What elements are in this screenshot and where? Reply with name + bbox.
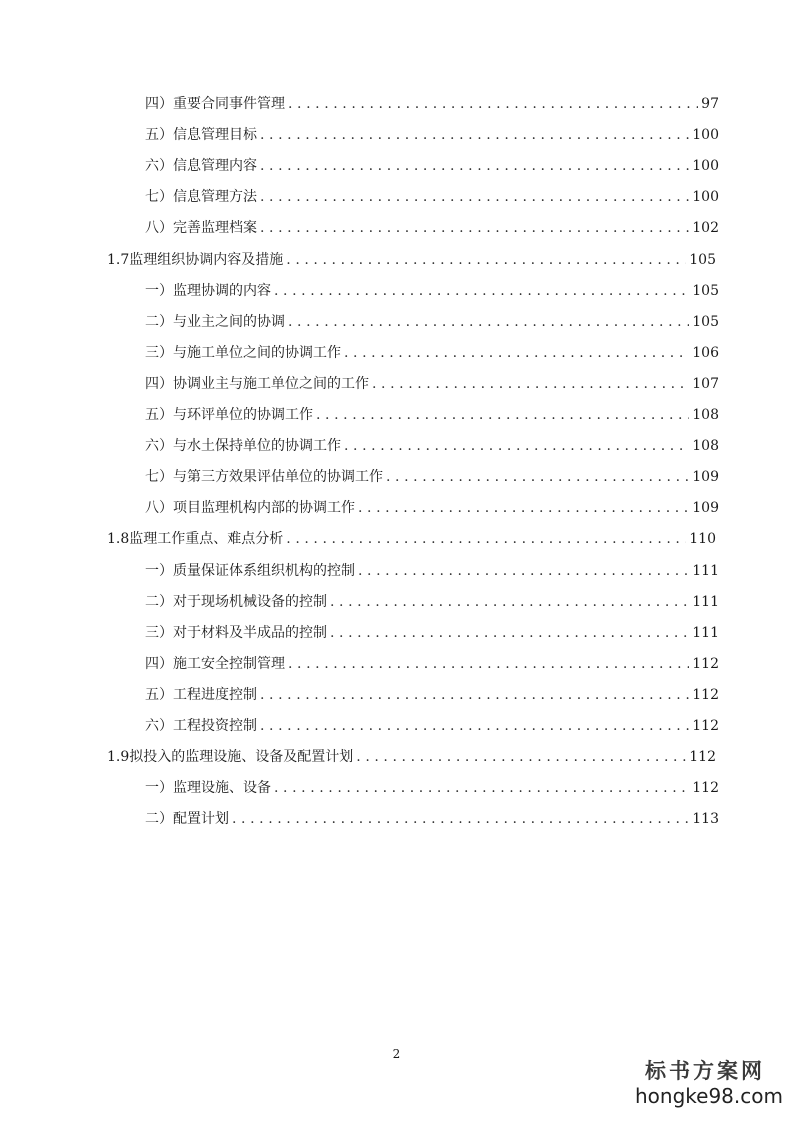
- toc-leader-dots: [260, 717, 689, 735]
- toc-entry-page: 100: [692, 127, 719, 144]
- toc-entry-page: 111: [692, 624, 719, 641]
- toc-leader-dots: [260, 188, 689, 206]
- toc-entry-page: 110: [689, 531, 716, 548]
- toc-leader-dots: [358, 499, 689, 517]
- toc-entry-label: 四）协调业主与施工单位之间的工作: [145, 375, 369, 392]
- toc-entry[interactable]: [145, 779, 719, 797]
- toc-entry-label: 五）与环评单位的协调工作: [145, 407, 313, 423]
- toc-leader-dots: [260, 219, 689, 237]
- toc-entry-label: 二）对于现场机械设备的控制: [145, 593, 327, 610]
- toc-entry-label: 1.8监理工作重点、难点分析: [107, 531, 284, 548]
- toc-entry-label: 一）质量保证体系组织机构的控制: [145, 562, 355, 579]
- toc-entry[interactable]: [145, 126, 719, 144]
- toc-entry-label: 五）信息管理目标: [145, 127, 257, 144]
- toc-section[interactable]: [107, 251, 719, 269]
- toc-entry-page: 112: [692, 780, 719, 797]
- toc-leader-dots: [386, 468, 689, 486]
- toc-leader-dots: [344, 437, 689, 455]
- toc-entry-page: 100: [692, 158, 719, 175]
- toc-leader-dots: [286, 530, 686, 548]
- toc-entry[interactable]: [145, 562, 719, 580]
- toc-leader-dots: [274, 779, 689, 797]
- toc-entry[interactable]: [145, 717, 719, 735]
- toc-entry-label: 七）信息管理方法: [145, 189, 257, 206]
- toc-entry[interactable]: [145, 499, 719, 517]
- toc-leader-dots: [274, 282, 689, 300]
- toc-leader-dots: [330, 624, 689, 642]
- toc-entry-label: 四）重要合同事件管理: [145, 96, 285, 112]
- toc-leader-dots: [232, 810, 689, 828]
- toc-entry[interactable]: [145, 686, 719, 704]
- toc-entry-page: 102: [692, 220, 719, 237]
- toc-entry[interactable]: [145, 95, 719, 113]
- toc-entry-page: 108: [692, 438, 719, 455]
- toc-entry[interactable]: [145, 375, 719, 393]
- toc-leader-dots: [260, 126, 689, 144]
- toc-entry-label: 1.7监理组织协调内容及措施: [107, 251, 284, 268]
- watermark-en: hongke98.com: [635, 1084, 783, 1108]
- toc-leader-dots: [286, 251, 686, 269]
- toc-entry-label: 七）与第三方效果评估单位的协调工作: [145, 469, 383, 486]
- toc-leader-dots: [330, 593, 689, 611]
- toc-entry-page: 105: [692, 313, 719, 330]
- toc-entry-label: 1.9拟投入的监理设施、设备及配置计划: [107, 749, 354, 766]
- toc-entry-page: 112: [692, 686, 719, 703]
- toc-entry-page: 112: [692, 718, 719, 734]
- toc-entry-label: 五）工程进度控制: [145, 686, 257, 703]
- toc-entry-page: 109: [692, 469, 719, 486]
- toc-leader-dots: [260, 157, 689, 175]
- toc-entry[interactable]: [145, 437, 719, 455]
- toc-entry[interactable]: [145, 655, 719, 673]
- toc-leader-dots: [344, 344, 689, 362]
- watermark-cn: 标书方案网: [645, 1059, 765, 1083]
- toc-leader-dots: [260, 686, 689, 704]
- toc-entry-label: 一）监理设施、设备: [145, 780, 271, 797]
- toc-entry-page: 112: [692, 655, 719, 672]
- toc-entry[interactable]: [145, 344, 719, 362]
- toc-leader-dots: [316, 406, 689, 424]
- toc-entry-label: 三）与施工单位之间的协调工作: [145, 344, 341, 361]
- toc-entry[interactable]: [145, 406, 719, 424]
- toc-entry-page: 108: [692, 407, 719, 423]
- toc-entry-page: 100: [692, 189, 719, 206]
- toc-entry-label: 四）施工安全控制管理: [145, 655, 285, 672]
- toc-entry[interactable]: [145, 219, 719, 237]
- toc-entry-label: 六）信息管理内容: [145, 158, 257, 175]
- toc-entry-page: 97: [701, 96, 719, 112]
- watermark-logo: [635, 1058, 783, 1108]
- toc-entry[interactable]: [145, 593, 719, 611]
- toc-entry-page: 111: [692, 562, 719, 579]
- toc-entry-page: 106: [692, 344, 719, 361]
- toc-entry-label: 八）项目监理机构内部的协调工作: [145, 500, 355, 517]
- toc-entry-label: 八）完善监理档案: [145, 220, 257, 237]
- toc-entry-label: 六）工程投资控制: [145, 718, 257, 734]
- toc-section[interactable]: [107, 748, 719, 766]
- toc-entry[interactable]: [145, 810, 719, 828]
- toc-leader-dots: [372, 375, 689, 393]
- toc-entry[interactable]: [145, 188, 719, 206]
- toc-leader-dots: [356, 748, 686, 766]
- toc-entry-page: 105: [689, 251, 716, 268]
- toc-entry-page: 113: [692, 811, 719, 828]
- toc-entry-page: 109: [692, 500, 719, 517]
- toc-entry[interactable]: [145, 313, 719, 331]
- toc-leader-dots: [288, 313, 689, 331]
- toc-entry-label: 二）配置计划: [145, 811, 229, 828]
- toc-entry-page: 107: [692, 375, 719, 392]
- toc-entry[interactable]: [145, 624, 719, 642]
- toc-entry-page: 111: [692, 593, 719, 610]
- toc-entry-page: 105: [692, 282, 719, 299]
- toc-entry[interactable]: [145, 157, 719, 175]
- toc-leader-dots: [288, 655, 689, 673]
- page-number: 2: [392, 1047, 401, 1061]
- toc-entry-label: 六）与水土保持单位的协调工作: [145, 438, 341, 455]
- toc-entry[interactable]: [145, 282, 719, 300]
- toc-entry-label: 三）对于材料及半成品的控制: [145, 624, 327, 641]
- toc-entry[interactable]: [145, 468, 719, 486]
- toc-entry-label: 二）与业主之间的协调: [145, 313, 285, 330]
- toc-leader-dots: [358, 562, 689, 580]
- toc-entry-label: 一）监理协调的内容: [145, 282, 271, 299]
- toc-entry-page: 112: [689, 749, 716, 766]
- toc-section[interactable]: [107, 530, 719, 548]
- toc-leader-dots: [288, 95, 698, 113]
